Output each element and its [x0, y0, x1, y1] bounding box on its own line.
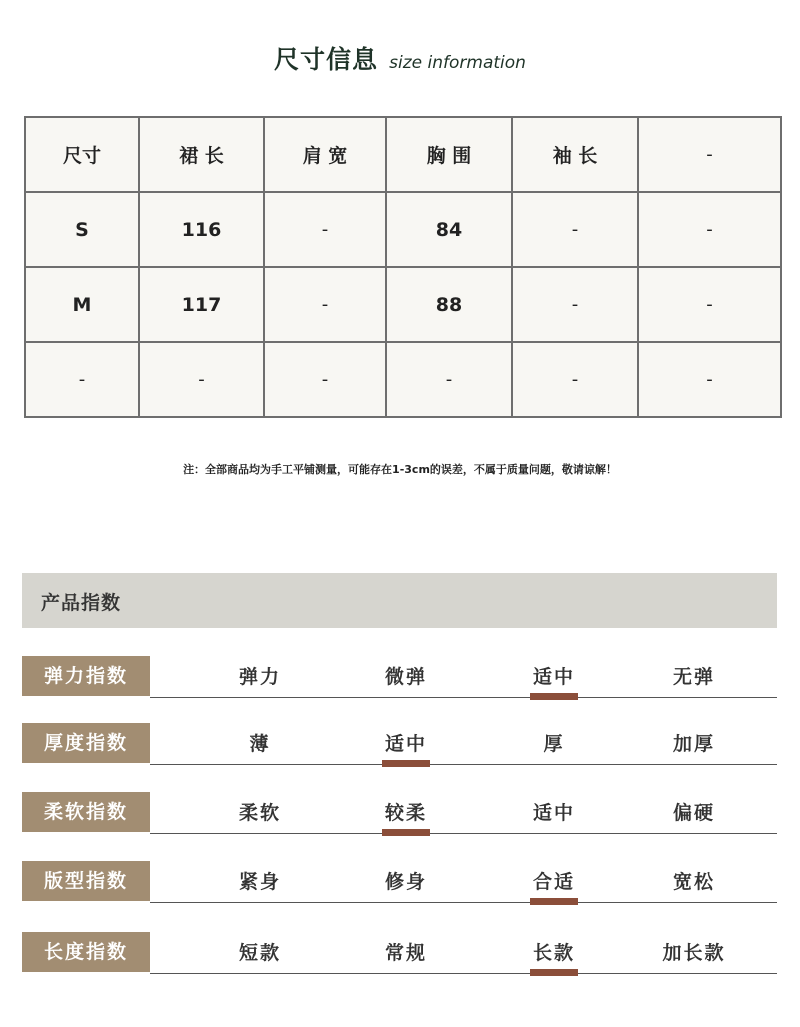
index-row-divider [150, 973, 777, 974]
index-row-label: 长度指数 [22, 932, 150, 972]
index-option: 加长款 [662, 942, 726, 964]
index-row [22, 723, 777, 765]
index-option: 常规 [384, 942, 427, 964]
index-row-label: 厚度指数 [22, 723, 150, 763]
selected-underline [530, 898, 578, 905]
index-option: 修身 [384, 871, 427, 893]
table-header-cell: - [638, 117, 781, 192]
selected-underline [382, 829, 430, 836]
index-row-divider [150, 833, 777, 834]
table-header-row [25, 117, 781, 192]
table-cell: - [638, 192, 781, 267]
table-header-cell: 胸 围 [386, 117, 512, 192]
table-header-cell: 袖 长 [512, 117, 638, 192]
index-row-label: 版型指数 [22, 861, 150, 901]
table-cell: 116 [139, 192, 264, 267]
table-cell: 88 [386, 267, 512, 342]
index-option: 合适 [509, 867, 599, 894]
index-option: 弹力 [238, 666, 281, 688]
table-header-cell: 裙 长 [139, 117, 264, 192]
index-option: 无弹 [672, 666, 715, 688]
index-option: 长款 [509, 938, 599, 965]
selected-underline [530, 693, 578, 700]
index-option: 适中 [509, 662, 599, 689]
index-option: 短款 [238, 942, 281, 964]
table-row [25, 267, 781, 342]
selected-underline [530, 969, 578, 976]
table-cell: - [264, 192, 386, 267]
index-row-label: 柔软指数 [22, 792, 150, 832]
title-cn: 尺寸信息 [274, 45, 379, 74]
table-cell: - [512, 342, 638, 417]
title-en: size information [389, 53, 526, 73]
product-index-header [22, 573, 777, 628]
index-option: 较柔 [361, 798, 451, 825]
index-row-divider [150, 902, 777, 903]
index-option: 偏硬 [672, 802, 715, 824]
index-option: 微弹 [384, 666, 427, 688]
selected-underline [382, 760, 430, 767]
table-cell: - [512, 192, 638, 267]
table-cell: - [139, 342, 264, 417]
index-option: 厚 [543, 733, 565, 755]
table-cell: - [25, 342, 139, 417]
table-header-cell: 尺寸 [25, 117, 139, 192]
index-row-divider [150, 764, 777, 765]
size-table [24, 116, 782, 418]
table-row [25, 192, 781, 267]
index-option: 适中 [532, 802, 575, 824]
table-cell: S [25, 192, 139, 267]
table-row [25, 342, 781, 417]
index-option: 紧身 [238, 871, 281, 893]
product-index-title: 产品指数 [41, 592, 122, 614]
table-cell: - [512, 267, 638, 342]
table-cell: M [25, 267, 139, 342]
index-row [22, 792, 777, 834]
table-cell: - [264, 267, 386, 342]
table-cell: - [638, 267, 781, 342]
table-cell: - [638, 342, 781, 417]
index-option: 柔软 [238, 802, 281, 824]
table-cell: 84 [386, 192, 512, 267]
table-header-cell: 肩 宽 [264, 117, 386, 192]
index-option: 薄 [249, 733, 271, 755]
index-option: 适中 [361, 729, 451, 756]
table-cell: - [264, 342, 386, 417]
index-row [22, 656, 777, 698]
table-cell: 117 [139, 267, 264, 342]
index-option: 宽松 [672, 871, 715, 893]
index-row-divider [150, 697, 777, 698]
table-cell: - [386, 342, 512, 417]
index-row [22, 861, 777, 903]
index-row [22, 932, 777, 974]
measurement-note: 注：全部商品均为手工平铺测量，可能存在1-3cm的误差，不属于质量问题，敬请谅解！ [183, 463, 617, 476]
page-title [0, 40, 800, 76]
index-row-label: 弹力指数 [22, 656, 150, 696]
index-option: 加厚 [672, 733, 715, 755]
